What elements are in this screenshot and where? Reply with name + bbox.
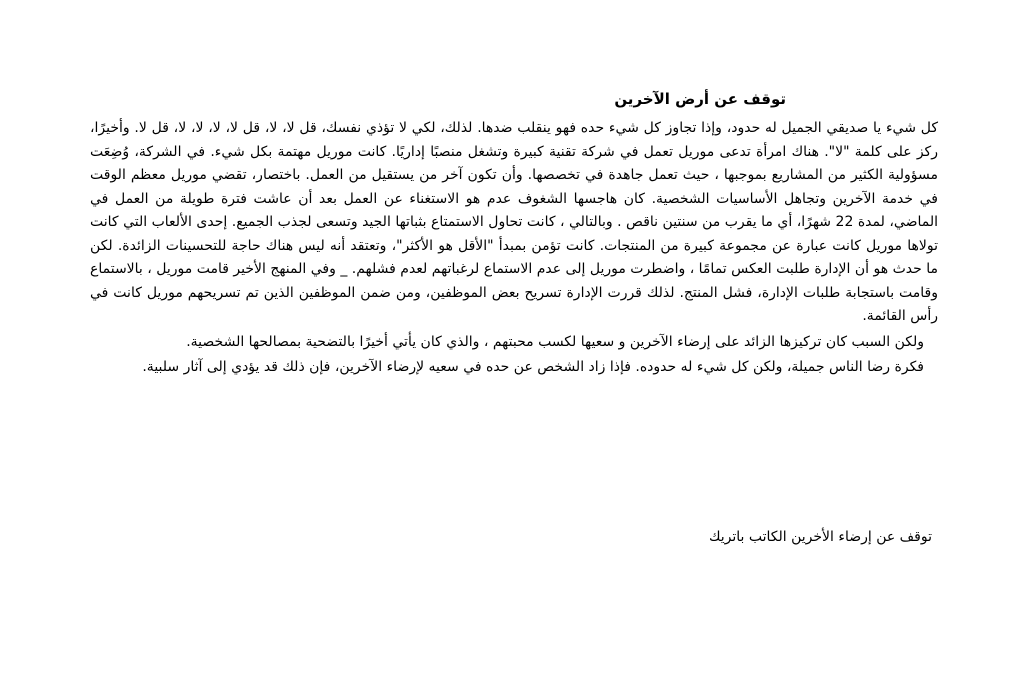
paragraph-reason: ولكن السبب كان تركيزها الزائد على إرضاء الآخرين و سعيها لكسب محبتهم ، والذي كان يأتي أخيرًا بالتضحية بمصالحها الشخصية.	[186, 333, 924, 350]
paragraph-conclusion: فكرة رضا الناس جميلة، ولكن كل شيء له حدوده. فإذا زاد الشخص عن حده في سعيه لإرضاء الآخرين، فإن ذلك قد يؤدي إلى آثار سلبية.	[142, 359, 924, 375]
paragraph-story: كل شيء يا صديقي الجميل له حدود، وإذا تجاوز كل شيء حده فهو ينقلب ضدها. لذلك، لكي لا تؤذي نفسك، قل لا، لا، قل لا، لا، لا، لا، قل لا. وأخيرًا، ركز على كلمة "لا". هناك امرأة تدعى موريل تعمل في شركة تقنية كبيرة وتشغل منصبًا إداريًا. كانت موريل مهتمة بكل شيء. في الشركة، وُضِعَت مسؤولية الكثير من المشاريع بموجبها ، حيث تعمل جاهدة في تخصصها. وأن تكون آخر من يستقيل من العمل. باختصار، تقضي موريل معظم الوقت في خدمة الآخرين وتجاهل الأساسيات الشخصية. كان هاجسها الشغوف عدم هو الاستغناء عن العمل بعد أن عاشت فترة طويلة من العمل في الماضي، لمدة 22 شهرًا، أي ما يقرب من سنتين ناقص . وبالتالي ، كانت تحاول الاستمتاع بثباتها الجيد وتسعى لجذب الجميع. إحدى الألعاب التي كانت تولاها موريل كانت عبارة عن مجموعة كبيرة من المنتجات. كانت تؤمن بمبدأ "الأقل هو الأكثر"، وتعتقد أنه ليس هناك حاجة للتحسينات الزائدة. لكن ما حدث هو أن الإدارة طلبت العكس تمامًا ، واضطرت موريل إلى عدم الاستماع لرغباتهم لعدم فشلهم. _ وفي المنهج الأخير قامت موريل ، بالاستماع وقامت باستجابة طلبات الإدارة، فشل المنتج. لذلك قررت الإدارة تسريح بعض الموظفين، ومن ضمن الموظفين الذين تم تسريحهم موريل كانت في رأس القائمة.	[90, 120, 938, 324]
author-signature: توقف عن إرضاء الأخرين الكاتب باتريك	[708, 529, 932, 545]
document-body	[90, 117, 938, 382]
document-title: توقف عن أرض الآخرين	[614, 90, 786, 108]
